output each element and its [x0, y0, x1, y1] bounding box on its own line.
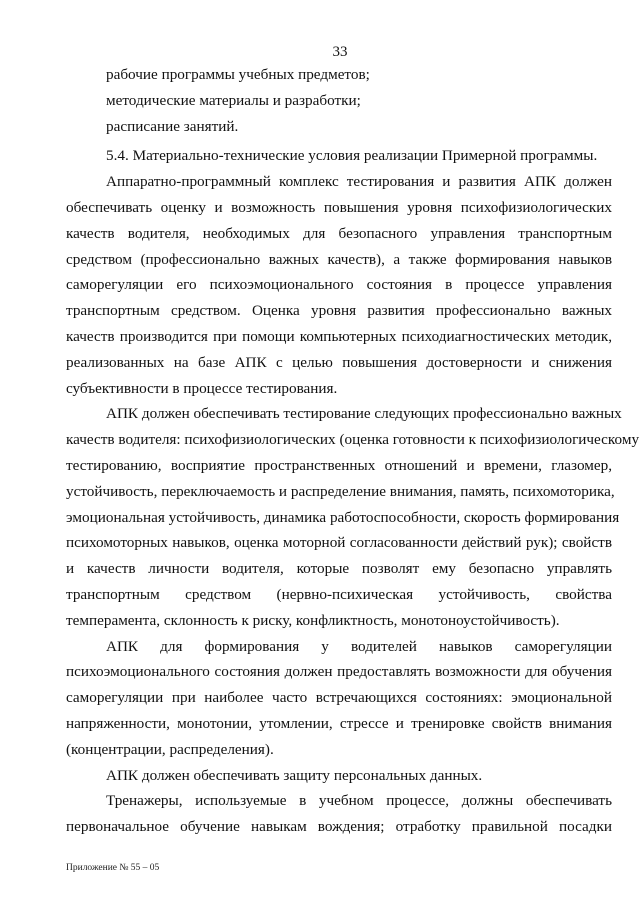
text-line: качеств производится при помощи компьютерных психодиагностических методик,: [66, 327, 612, 345]
text-line: психоэмоционального состояния должен предоставлять возможности для обучения: [66, 663, 612, 681]
text-line: качеств водителя, необходимых для безопасного управления транспортным: [66, 224, 612, 242]
text-line: обеспечивать оценку и возможность повышения уровня психофизиологических: [66, 198, 612, 216]
text-line: (концентрации, распределения).: [66, 740, 274, 758]
footer-note: Приложение № 55 – 05: [66, 863, 160, 873]
text-line: эмоциональная устойчивость, динамика работоспособности, скорость формирования: [66, 508, 620, 526]
text-line: первоначальное обучение навыкам вождения; отработку правильной посадки: [66, 818, 612, 836]
text-line: транспортным средством (нервно-психическая устойчивость, свойства: [66, 585, 612, 603]
body-text: [66, 62, 640, 840]
text-line: напряженности, монотонии, утомлении, стрессе и тренировке свойств внимания: [66, 714, 612, 732]
text-line: расписание занятий.: [106, 117, 239, 135]
text-line: 5.4. Материально-технические условия реализации Примерной программы.: [106, 147, 598, 165]
text-line: и качеств личности водителя, которые позволят ему безопасно управлять: [66, 560, 612, 578]
text-line: Тренажеры, используемые в учебном процессе, должны обеспечивать: [106, 792, 612, 810]
text-line: реализованных на базе АПК с целью повышения достоверности и снижения: [66, 353, 612, 371]
text-line: Аппаратно-программный комплекс тестирования и развития АПК должен: [106, 173, 612, 191]
text-line: рабочие программы учебных предметов;: [106, 66, 370, 83]
text-line: саморегуляции при наиболее часто встречающихся состояниях: эмоциональной: [66, 689, 612, 707]
text-line: тестированию, восприятие пространственных отношений и времени, глазомер,: [66, 456, 612, 474]
text-line: устойчивость, переключаемость и распределение внимания, память, психомоторика,: [66, 482, 615, 500]
text-line: АПК должен обеспечивать защиту персональных данных.: [106, 766, 483, 784]
text-line: методические материалы и разработки;: [106, 91, 361, 109]
text-line: АПК должен обеспечивать тестирование следующих профессионально важных: [106, 405, 622, 423]
text-line: темперамента, склонность к риску, конфликтность, монотоноустойчивость).: [66, 611, 560, 629]
page-number: 33: [332, 44, 348, 60]
text-line: субъективности в процессе тестирования.: [66, 379, 338, 397]
text-line: качеств водителя: психофизиологических (оценка готовности к психофизиологическому: [66, 431, 640, 449]
text-line: транспортным средством. Оценка уровня развития профессионально важных: [66, 302, 612, 320]
text-line: саморегуляции его психоэмоционального состояния в процессе управления: [66, 276, 612, 294]
text-line: средством (профессионально важных качеств), а также формирования навыков: [66, 250, 612, 268]
text-line: психомоторных навыков, оценка моторной согласованности действий рук); свойств: [66, 534, 612, 552]
text-line: АПК для формирования у водителей навыков саморегуляции: [106, 637, 612, 655]
